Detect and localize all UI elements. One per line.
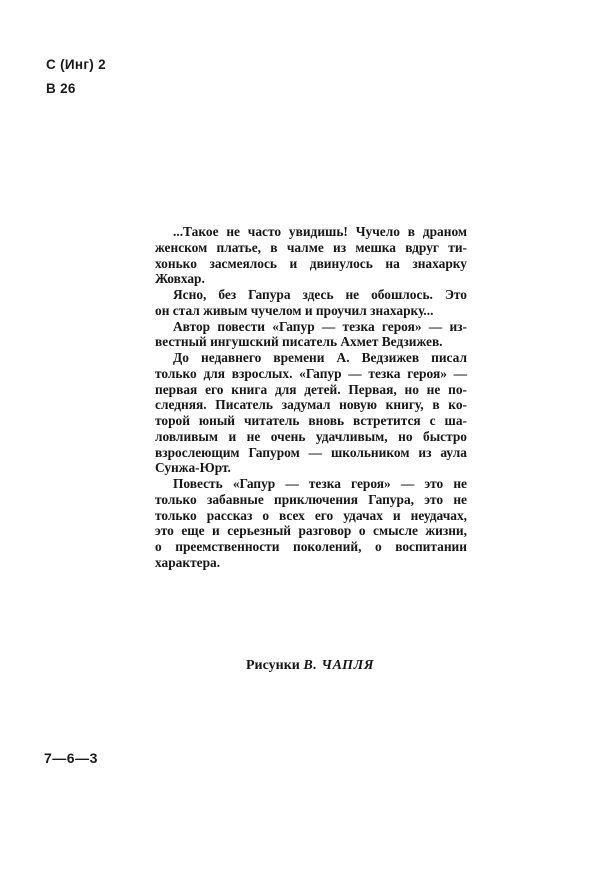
annotation-line: Жовхар.	[155, 271, 205, 287]
illustrator-credit	[246, 658, 374, 674]
annotation-line: первая его книга для детей. Первая, но не по-	[155, 381, 467, 397]
annotation-line: Повесть «Гапур — тезка героя» — это не	[173, 476, 467, 491]
annotation-line: только для взрослых. «Гапур — тезка героя» —	[155, 365, 467, 381]
annotation-line: Сунжа-Юрт.	[155, 460, 231, 476]
credit-label: Рисунки	[246, 658, 304, 673]
illustrator-name: В. ЧАПЛЯ	[303, 658, 375, 673]
annotation-line: До недавнего времени А. Ведзижев писал	[173, 350, 467, 365]
annotation-line: следняя. Писатель задумал новую книгу, в ко-	[155, 397, 467, 413]
annotation-line: характера.	[155, 554, 221, 570]
annotation-line: хонько засмеялось и двинулось на знахарку	[155, 255, 467, 271]
annotation-line: только забавные приключения Гапура, это не	[155, 491, 467, 507]
annotation-line: женском платье, в чалме из мешка вдруг ти-	[155, 239, 467, 255]
annotation-line: вестный ингушский писатель Ахмет Ведзижев.	[155, 334, 443, 350]
annotation-line: только рассказ о всех его удачах и неудачах,	[155, 507, 467, 523]
author-mark: В 26	[46, 81, 76, 96]
annotation-line: Ясно, без Гапура здесь не обошлось. Это	[173, 287, 467, 302]
library-classification-block	[46, 53, 106, 101]
imprint-code: 7—6—3	[44, 750, 98, 766]
book-annotation	[155, 224, 467, 571]
annotation-line: о преемственности поколений, о воспитании	[155, 539, 467, 554]
annotation-line: он стал живым чучелом и проучил знахарку...	[155, 302, 434, 318]
annotation-line: это еще и серьезный разговор о смысле жизни,	[155, 523, 467, 539]
annotation-line: торой юный читатель вновь встретится с ша-	[155, 413, 467, 428]
annotation-line: Автор повести «Гапур — тезка героя» — из-	[173, 318, 467, 334]
classification-index: С (Инг) 2	[46, 57, 106, 72]
annotation-line: ловливым и не очень удачливым, но быстро	[155, 428, 467, 444]
annotation-line: взрослеющим Гапуром — школьником из аула	[155, 444, 467, 460]
annotation-line: ...Такое не часто увидишь! Чучело в драном	[173, 224, 467, 239]
